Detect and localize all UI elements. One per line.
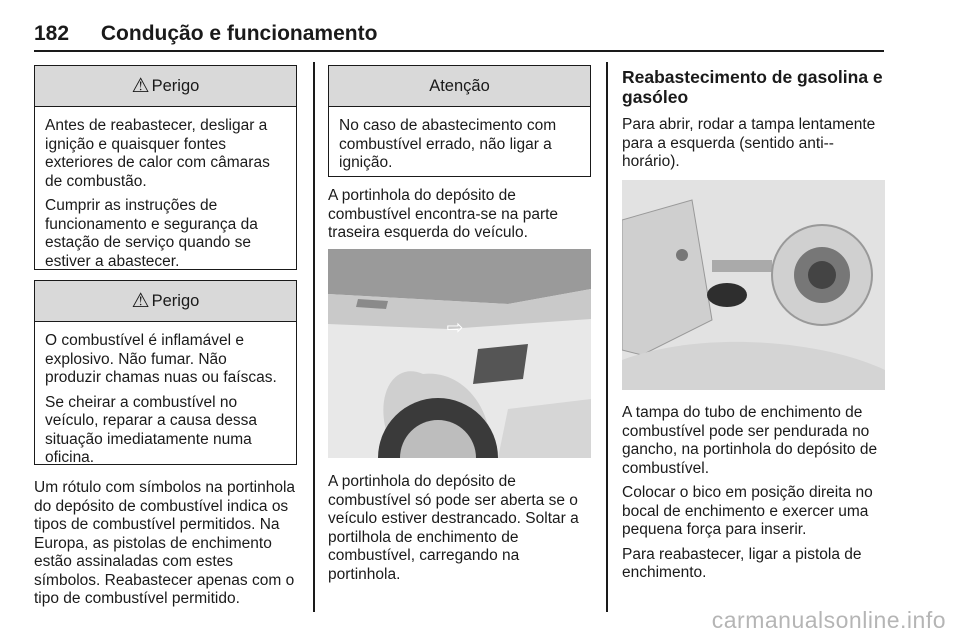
danger-box-header	[35, 66, 296, 107]
column-2	[328, 65, 591, 249]
column-divider-1	[313, 62, 315, 612]
column-3-lower	[622, 404, 887, 589]
danger-title: Perigo	[151, 76, 200, 95]
paragraph-fuel-door-open: A portinhola do depósito de combustível só pode ser aberta se o veículo estiver destrancado. Soltar a portilhola de enchimento de combustível, carregando na portinhola.	[328, 473, 579, 583]
danger-paragraph: O combustível é inflamável e explosivo. Não fumar. Não produzir chamas nuas ou faíscas.	[45, 332, 277, 386]
page-header	[34, 22, 377, 46]
paragraph-fuel-door-location: A portinhola do depósito de combustível encontra-se na parte traseira esquerda do veículo.	[328, 187, 559, 241]
page-number: 182	[34, 22, 70, 45]
attention-box-header	[329, 66, 590, 107]
column-1	[34, 65, 297, 615]
danger-box-1	[34, 65, 297, 270]
danger-paragraph: Cumprir as instruções de funcionamento e segurança da estação de serviço quando se estiver a abastecer.	[45, 197, 258, 270]
fuel-door-car-image	[328, 249, 591, 458]
column-3	[622, 67, 887, 178]
paragraph-insert-nozzle: Colocar o bico em posição direita no bocal de enchimento e exercer uma pequena força para inserir.	[622, 484, 873, 538]
page-title: Condução e funcionamento	[100, 22, 378, 45]
paragraph-cap-hanger: A tampa do tubo de enchimento de combustível pode ser pendurada no gancho, na portinhola do depósito de combustível.	[622, 404, 878, 477]
danger-box-2	[34, 280, 297, 465]
column-2-lower	[328, 473, 591, 590]
attention-box	[328, 65, 591, 177]
paragraph-open-cap: Para abrir, rodar a tampa lentamente para a esquerda (sentido anti--horário).	[622, 116, 876, 170]
header-rule	[34, 50, 884, 52]
danger-title: Perigo	[151, 291, 200, 310]
fuel-cap-image	[622, 180, 885, 390]
paragraph-start-refuel: Para reabastecer, ligar a pistola de enchimento.	[622, 545, 862, 581]
warning-triangle-icon: ⚠	[131, 289, 150, 312]
fuel-label-paragraph: Um rótulo com símbolos na portinhola do depósito de combustível indica os tipos de combustível permitidos. Na Europa, as pistolas de enchimento estão assinaladas com estes símbolos. Reabastecer apenas com o tipo de combustível permitido.	[34, 479, 296, 607]
watermark: carmanualsonline.info	[711, 607, 946, 633]
column-divider-2	[606, 62, 608, 612]
attention-title: Atenção	[429, 76, 490, 95]
danger-box-header	[35, 281, 296, 322]
danger-paragraph: Antes de reabastecer, desligar a ignição e quaisquer fontes exteriores de calor com câmaras de combustão.	[45, 117, 270, 190]
arrow-icon: ⇨	[446, 317, 464, 339]
section-heading: Reabastecimento de gasolina e gasóleo	[622, 67, 883, 107]
attention-text: No caso de abastecimento com combustível errado, não ligar a ignição.	[339, 117, 557, 171]
danger-paragraph: Se cheirar a combustível no veículo, reparar a causa dessa situação imediatamente numa oficina.	[45, 393, 257, 466]
warning-triangle-icon: ⚠	[131, 74, 150, 97]
